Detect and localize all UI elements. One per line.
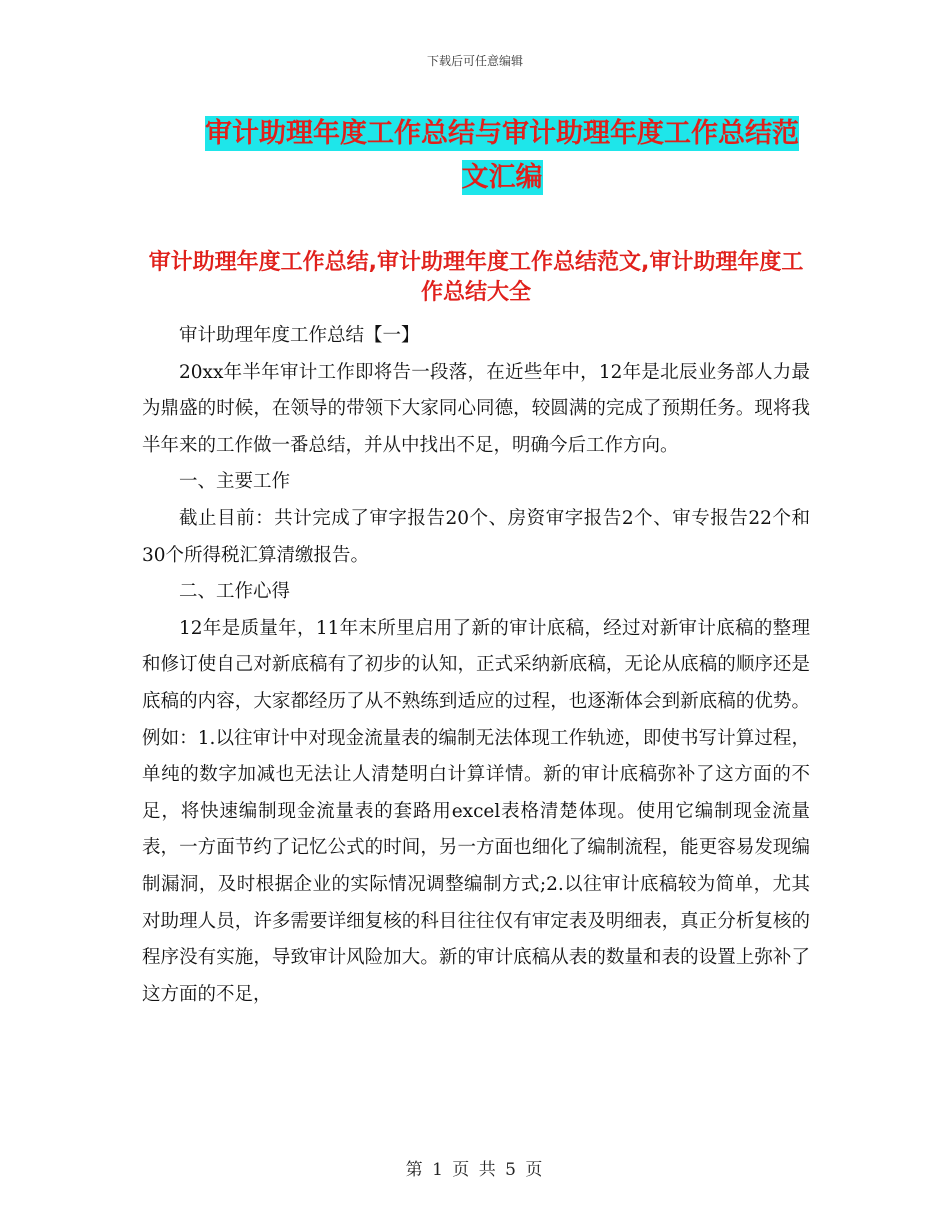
document-title [192,112,812,200]
document-subtitle: 审计助理年度工作总结,审计助理年度工作总结范文,审计助理年度工作总结大全 [148,250,804,305]
paragraph: 20xx年半年审计工作即将告一段落，在近些年中，12年是北辰业务部人力最为鼎盛的时候，在领导的带领下大家同心同德，较圆满的完成了预期任务。现将我半年来的工作做一番总结，并从中找出不足，明确今后工作方向。 [142,361,810,456]
section-heading: 审计助理年度工作总结【一】 [179,325,420,346]
page-number: 第 1 页 共 5 页 [405,1160,545,1180]
section-heading: 二、工作心得 [179,581,291,603]
paragraph: 截止目前：共计完成了审字报告20个、房资审字报告2个、审专报告22个和30个所得税汇算清缴报告。 [142,507,810,566]
document-title-text: 审计助理年度工作总结与审计助理年度工作总结范文汇编 [205,118,799,193]
paragraph: 12年是质量年，11年末所里启用了新的审计底稿，经过对新审计底稿的整理和修订使自己对新底稿有了初步的认知，正式采纳新底稿，无论从底稿的顺序还是底稿的内容，大家都经历了从不熟练到适应的过程，也逐渐体会到新底稿的优势。例如：1.以往审计中对现金流量表的编制无法体现工作轨迹，即使书写计算过程，单纯的数字加减也无法让人清楚明白计算详情。新的审计底稿弥补了这方面的不足，将快速编制现金流量表的套路用excel表格清楚体现。使用它编制现金流量表，一方面节约了记忆公式的时间，另一方面也细化了编制流程，能更容易发现编制漏洞，及时根据企业的实际情况调整编制方式;2.以往审计底稿较为简单，尤其对助理人员，许多需要详细复核的科目往往仅有审定表及明细表，真正分析复核的程序没有实施，导致审计风险加大。新的审计底稿从表的数量和表的设置上弥补了这方面的不足， [142,617,810,1005]
document-body [142,318,810,1013]
section-heading: 一、主要工作 [179,471,291,493]
page-header: 下载后可任意编辑 [426,54,523,68]
